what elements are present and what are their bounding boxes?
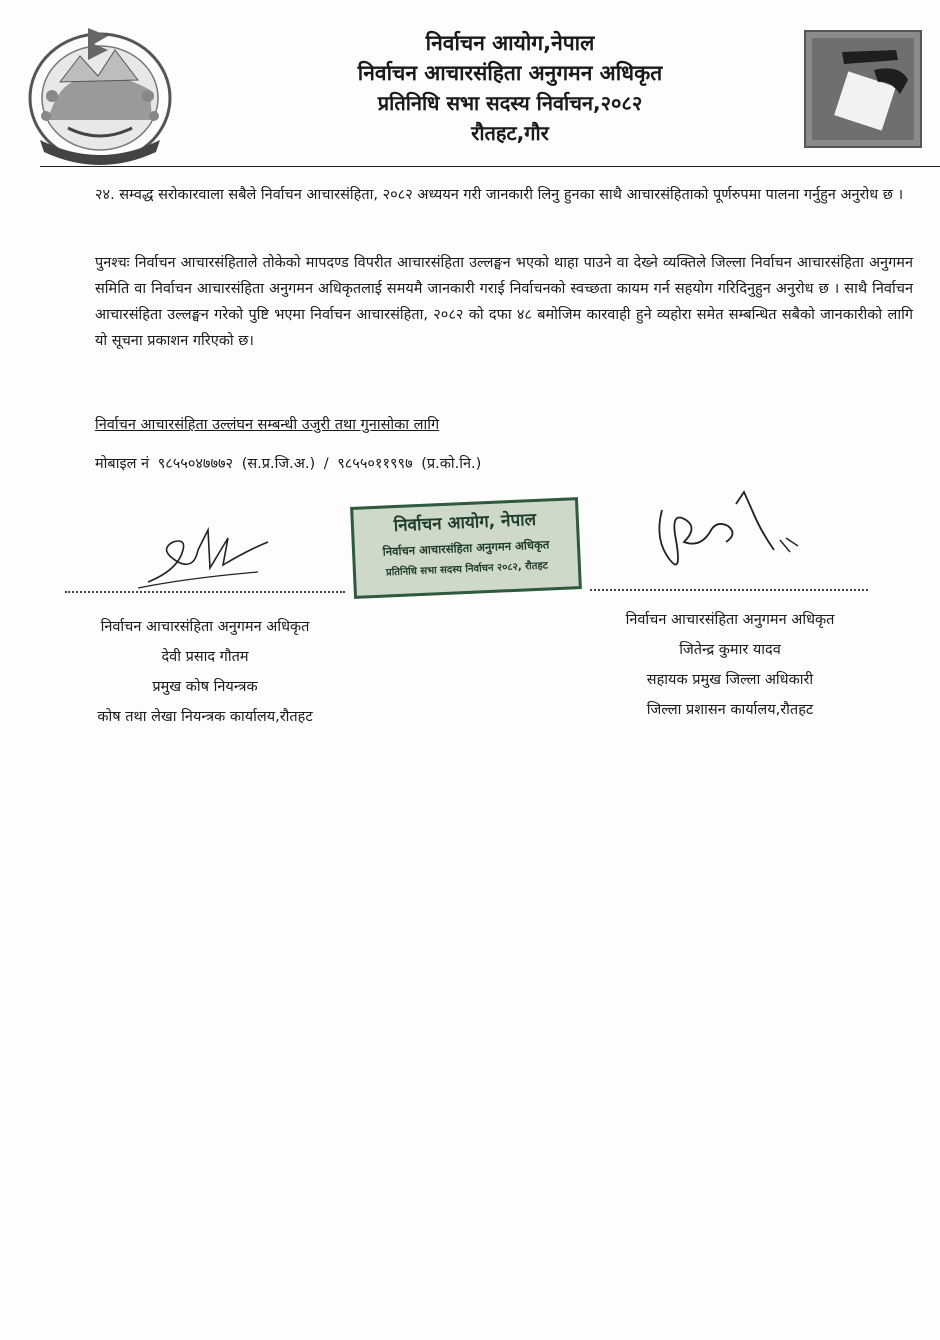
header-commission: निर्वाचन आयोग,नेपाल [425, 31, 595, 55]
header-location: रौतहट,गौर [471, 121, 549, 145]
stamp-line-2: निर्वाचन आचारसंहिता अनुगमन अधिकृत [382, 537, 550, 559]
header-election: प्रतिनिधि सभा सदस्य निर्वाचन,२०८२ [377, 91, 643, 115]
mobile-tag-2: (प्र.को.नि.) [421, 456, 482, 472]
mobile-label: मोबाइल नं [95, 456, 150, 472]
signatory-right-name: जितेन्द्र कुमार यादव [679, 642, 781, 658]
signature-right [640, 480, 820, 585]
mobile-tag-1: (स.प्र.जि.अ.) [241, 456, 316, 472]
separator: / [323, 456, 329, 472]
signature-line-right [590, 589, 868, 591]
signatory-left-designation: प्रमुख कोष नियन्त्रक [152, 679, 258, 695]
stamp-line-1: निर्वाचन आयोग, नेपाल [393, 509, 537, 537]
signature-line-left [65, 591, 345, 593]
stamp-line-3: प्रतिनिधि सभा सदस्य निर्वाचन २०८२, रौतहट [385, 560, 549, 579]
nepal-emblem-icon [20, 20, 180, 170]
signatory-right [580, 605, 880, 725]
mobile-number-1: ९८५५०४७७७२ [157, 456, 234, 472]
ballot-box-icon [804, 30, 922, 148]
complaint-heading: निर्वाचन आचारसंहिता उल्लंघन सम्बन्धी उजुरी तथा गुनासोका लागि [95, 417, 440, 433]
signatory-right-role: निर्वाचन आचारसंहिता अनुगमन अधिकृत [625, 612, 835, 628]
official-stamp [350, 497, 582, 599]
signatory-left [55, 612, 355, 732]
paragraph-24: २४. सम्वद्ध सरोकारवाला सबैले निर्वाचन आचारसंहिता, २०८२ अध्ययन गरी जानकारी लिनु हुनका साथै आचारसंहिताको पूर्णरुपमा पालना गर्नुहुन अनुरोध छ । [95, 187, 904, 203]
signatory-left-name: देवी प्रसाद गौतम [161, 649, 249, 665]
signatory-left-office: कोष तथा लेखा नियन्त्रक कार्यालय,रौतहट [97, 709, 313, 725]
contact-line [95, 452, 485, 476]
signatory-left-role: निर्वाचन आचारसंहिता अनुगमन अधिकृत [100, 619, 310, 635]
signatory-right-office: जिल्ला प्रशासन कार्यालय,रौतहट [646, 702, 814, 718]
signatory-right-designation: सहायक प्रमुख जिल्ला अधिकारी [646, 672, 814, 688]
letterhead [260, 28, 760, 148]
mobile-number-2: ९८५५०११९९७ [337, 456, 413, 472]
signature-left [128, 520, 278, 595]
header-divider [40, 166, 940, 167]
header-officer: निर्वाचन आचारसंहिता अनुगमन अधिकृत [357, 61, 663, 85]
paragraph-postscript: पुनश्चः निर्वाचन आचारसंहिताले तोकेको मापदण्ड विपरीत आचारसंहिता उल्लङ्घन भएको थाहा पाउने वा देख्ने व्यक्तिले जिल्ला निर्वाचन आचारसंहिता अनुगमन समिति वा निर्वाचन आचारसंहिता अनुगमन अधिकृतलाई समयमै जानकारी गराई निर्वाचनको स्वच्छता कायम गर्न सहयोग गरिदिनुहुन अनुरोध छ । साथै निर्वाचन आचारसंहिता उल्लङ्घन गरेको पुष्टि भएमा निर्वाचन आचारसंहिता, २०८२ को दफा ४८ बमोजिम कारवाही हुने व्यहोरा समेत सम्बन्धित सबैको जानकारीको लागि यो सूचना प्रकाशन गरिएको छ। [95, 255, 913, 349]
